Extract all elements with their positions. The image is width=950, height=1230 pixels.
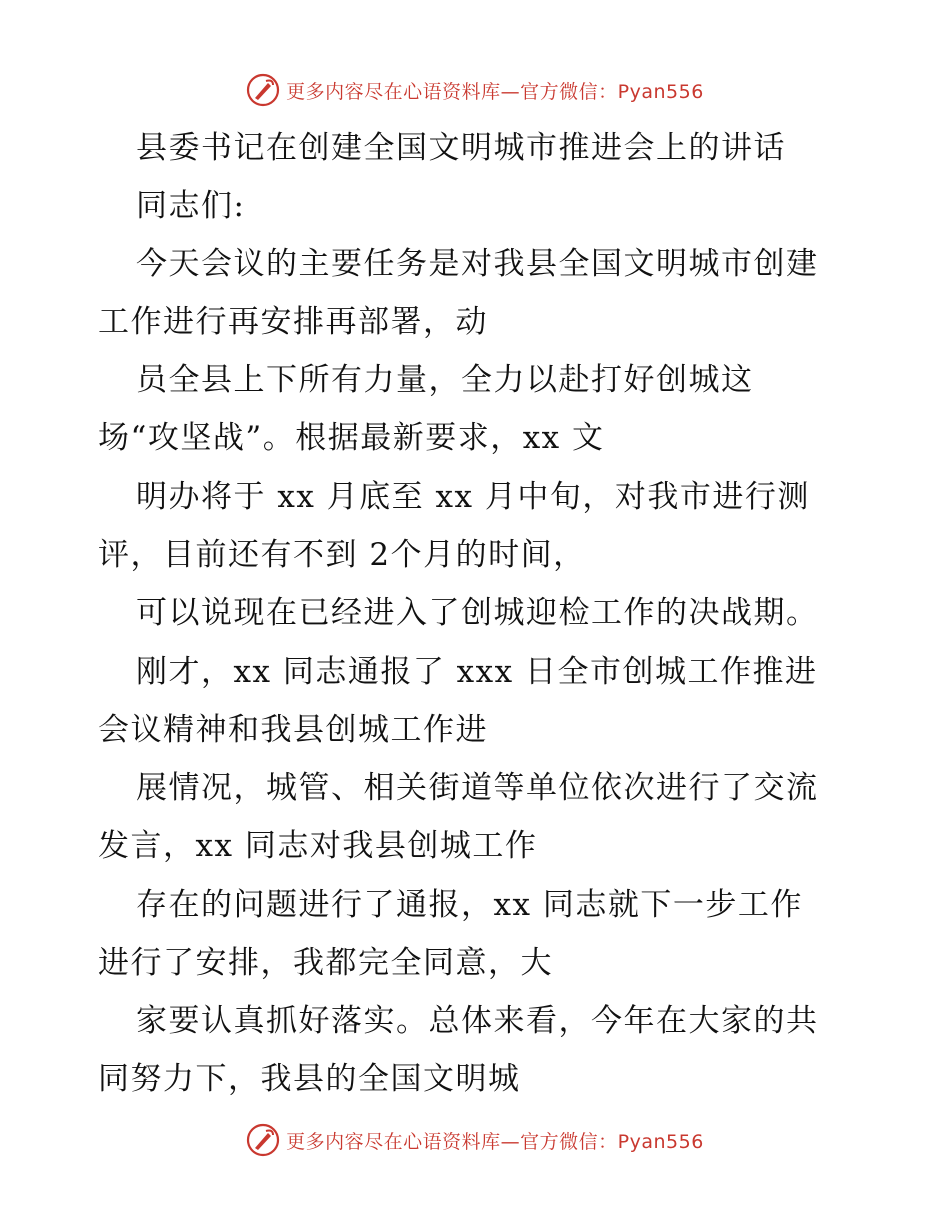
paragraph-line: 评，目前还有不到 2个月的时间， (98, 537, 586, 573)
document-title: 县委书记在创建全国文明城市推进会上的讲话 (136, 130, 786, 166)
paragraph-line: 工作进行再安排再部署，动 (98, 304, 488, 340)
salutation: 同志们: (136, 188, 246, 224)
paragraph-line: 进行了安排，我都完全同意，大 (98, 945, 553, 981)
paragraph-line: 展情况，城管、相关街道等单位依次进行了交流 (136, 770, 819, 806)
paragraph-line: 员全县上下所有力量，全力以赴打好创城这 (136, 362, 754, 398)
paragraph-line: 场“攻坚战”。根据最新要求，xx 文 (98, 420, 605, 456)
paragraph-line: 明办将于 xx 月底至 xx 月中旬，对我市进行测 (136, 479, 810, 515)
paragraph-line: 存在的问题进行了通报，xx 同志就下一步工作 (136, 887, 803, 923)
paragraph-line: 会议精神和我县创城工作进 (98, 712, 488, 748)
paragraph-line: 同努力下，我县的全国文明城 (98, 1061, 521, 1097)
header-watermark-banner (0, 70, 950, 110)
footer-watermark-banner (0, 1120, 950, 1160)
quill-logo-icon (246, 1123, 280, 1157)
quill-logo-icon (246, 73, 280, 107)
watermark-text: 更多内容尽在心语资料库—官方微信：Pyan556 (286, 1130, 704, 1153)
watermark-text: 更多内容尽在心语资料库—官方微信：Pyan556 (286, 80, 704, 103)
paragraph-line: 家要认真抓好落实。总体来看，今年在大家的共 (136, 1003, 819, 1039)
paragraph-line: 刚才，xx 同志通报了 xxx 日全市创城工作推进 (136, 654, 818, 690)
paragraph-line: 可以说现在已经进入了创城迎检工作的决战期。 (136, 595, 819, 631)
paragraph-line: 今天会议的主要任务是对我县全国文明城市创建 (136, 246, 819, 282)
paragraph-line: 发言，xx 同志对我县创城工作 (98, 828, 538, 864)
